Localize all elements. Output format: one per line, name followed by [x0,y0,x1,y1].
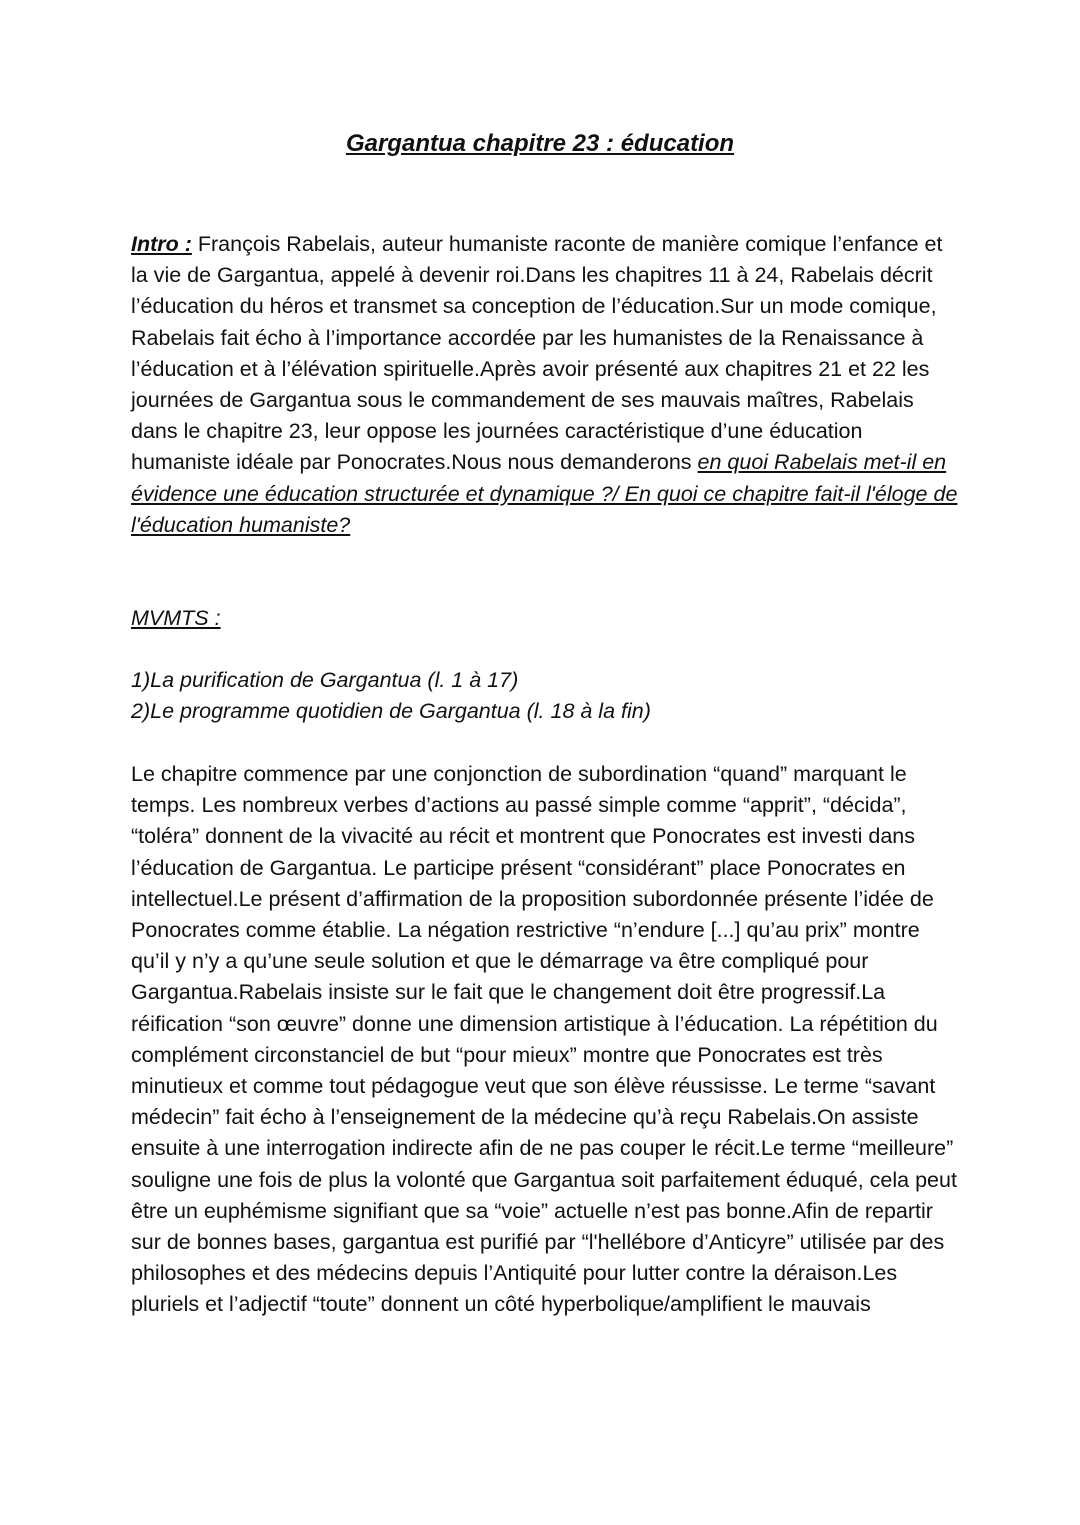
movements-list [131,665,961,727]
movements-label: MVMTS : [131,606,221,630]
intro-text: François Rabelais, auteur humaniste raconte de manière comique l’enfance et la vie de Gargantua, appelé à devenir roi.Dans les chapitres 11 à 24, Rabelais décrit l’éducation du héros et transmet sa conception de l’éducation.Sur un mode comique, Rabelais fait écho à l’importance accordée par les humanistes de la Renaissance à l’éducation et à l’élévation spirituelle.Après avoir présenté aux chapitres 21 et 22 les journées de Gargantua sous le commandement de ses mauvais maîtres, Rabelais dans le chapitre 23, leur oppose les journées caractéristique d’une éducation humaniste idéale par Ponocrates.Nous nous demanderons [131,232,943,475]
intro-paragraph [131,229,961,541]
document-title: Gargantua chapitre 23 : éducation [345,130,735,157]
movement-item: 2)Le programme quotidien de Gargantua (l. 18 à la fin) [131,699,651,723]
problematic-question: en quoi Rabelais met-il en évidence une éducation structurée et dynamique ?/ En quoi ce chapitre fait-il l'éloge de l'éducation humaniste? [131,450,958,537]
movement-item: 1)La purification de Gargantua (l. 1 à 17) [131,668,519,692]
intro-label: Intro : [131,232,192,256]
analysis-paragraph: Le chapitre commence par une conjonction de subordination “quand” marquant le temps. Les nombreux verbes d’actions au passé simple comme “apprit”, “décida”, “toléra” donnent de la vivacité au récit et montrent que Ponocrates est investi dans l’éducation de Gargantua. Le participe présent “considérant” place Ponocrates en intellectuel.Le présent d’affirmation de la proposition subordonnée présente l’idée de Ponocrates comme établie. La négation restrictive “n’endure [...] qu’au prix” montre qu’il y n’y a qu’une seule solution et que le démarrage va être compliqué pour Gargantua.Rabelais insiste sur le fait que le changement doit être progressif.La réification “son œuvre” donne une dimension artistique à l’éducation. La répétition du complément circonstanciel de but “pour mieux” montre que Ponocrates est très minutieux et comme tout pédagogue veut que son élève réussisse. Le terme “savant médecin” fait écho à l’enseignement de la médecine qu’à reçu Rabelais.On assiste ensuite à une interrogation indirecte afin de ne pas couper le récit.Le terme “meilleure” souligne une fois de plus la volonté que Gargantua soit parfaitement éduqué, cela peut être un euphémisme signifiant que sa “voie” actuelle n’est pas bonne.Afin de repartir sur de bonnes bases, gargantua est purifié par “l'hellébore d’Anticyre” utilisée par des philosophes et des médecins depuis l’Antiquité pour lutter contre la déraison.Les pluriels et l’adjectif “toute” donnent un côté hyperbolique/amplifient le mauvais [131,762,957,1317]
